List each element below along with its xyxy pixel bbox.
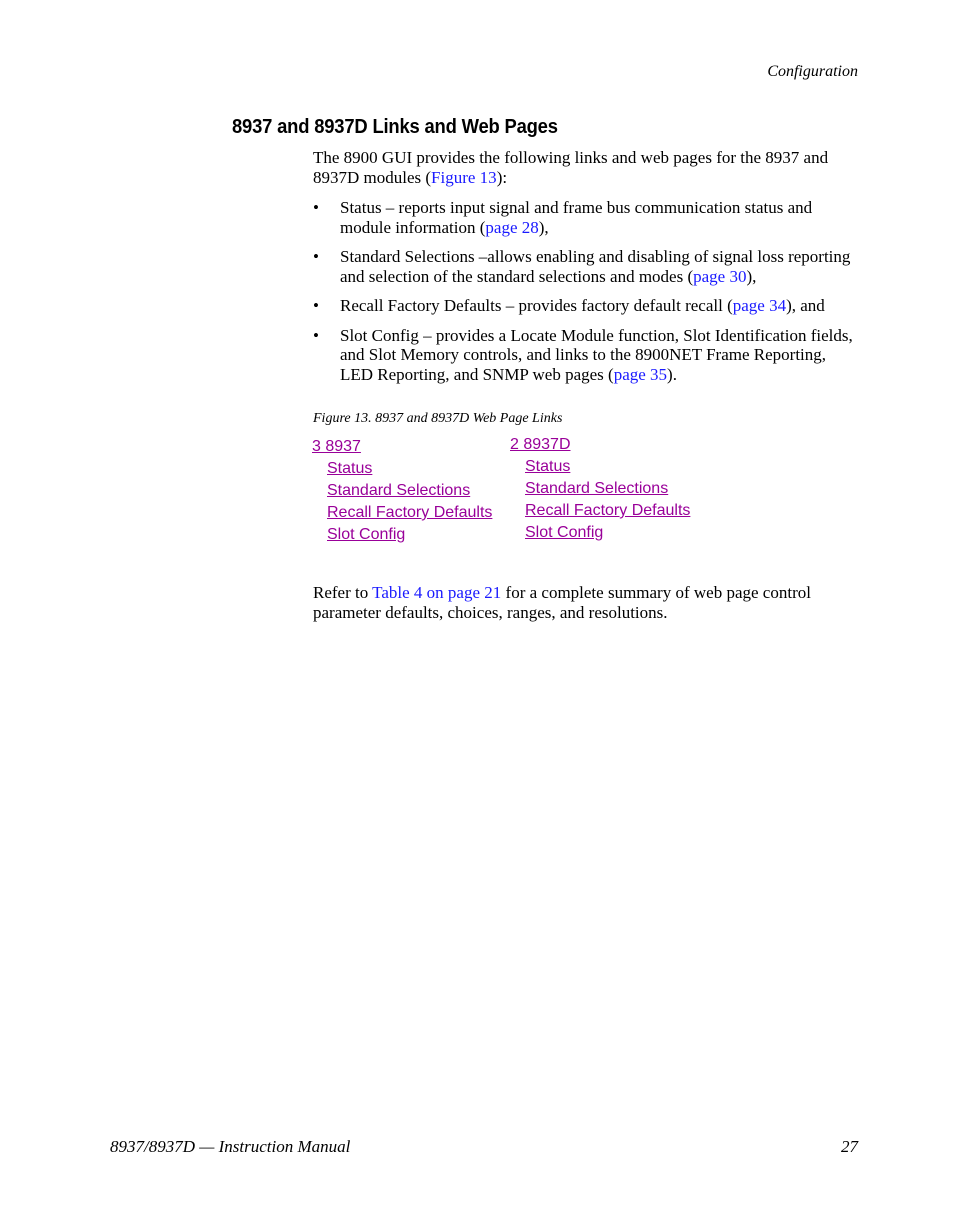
table-4-link[interactable]: Table 4 on page 21 (372, 583, 502, 602)
item-text-end: ). (667, 364, 677, 384)
module-8937-link[interactable]: 3 8937 (312, 438, 361, 455)
slot-config-link[interactable]: Slot Config (327, 526, 406, 543)
bullet-marker: • (313, 198, 319, 217)
page-number: 27 (841, 1137, 858, 1156)
page-35-link[interactable]: page 35 (613, 364, 668, 384)
slot-config-link[interactable]: Slot Config (525, 524, 604, 541)
figure-13-link[interactable]: Figure 13 (431, 167, 497, 187)
running-header: Configuration (767, 63, 858, 80)
list-item (313, 198, 861, 237)
item-text: Status – reports input signal and frame bus communication status and module information ( (340, 198, 813, 237)
item-text-end: ), and (786, 296, 825, 315)
standard-selections-link[interactable]: Standard Selections (525, 480, 669, 497)
intro-paragraph (313, 148, 861, 187)
item-text: Standard Selections –allows enabling and disabling of signal loss reporting and selection of the standard selections and modes ( (340, 247, 851, 286)
footer-manual-title: 8937/8937D — Instruction Manual (110, 1137, 351, 1156)
figure-caption: Figure 13. 8937 and 8937D Web Page Links (313, 411, 563, 426)
refer-text-end: for a complete summary of web page control parameter defaults, choices, ranges, and resolutions. (313, 583, 811, 622)
list-item (313, 296, 861, 316)
bullet-marker: • (313, 325, 319, 345)
page-30-link[interactable]: page 30 (693, 266, 747, 286)
list-item (313, 247, 861, 286)
item-text-end: ), (538, 217, 549, 237)
item-text-end: ), (746, 266, 757, 286)
status-link[interactable]: Status (327, 460, 373, 477)
module-8937d-links (510, 434, 690, 544)
module-8937d-link[interactable]: 2 8937D (510, 436, 571, 453)
item-text: Recall Factory Defaults – provides factory default recall ( (340, 296, 733, 315)
refer-text: Refer to (313, 583, 373, 602)
intro-text-end: ): (496, 167, 508, 187)
refer-paragraph (313, 583, 861, 622)
recall-factory-defaults-link[interactable]: Recall Factory Defaults (327, 504, 493, 521)
bullet-marker: • (313, 247, 319, 266)
intro-text: The 8900 GUI provides the following links and web pages for the 8937 and 8937D modules ( (313, 148, 829, 187)
section-title: 8937 and 8937D Links and Web Pages (232, 116, 558, 138)
page-34-link[interactable]: page 34 (732, 296, 787, 315)
feature-list (313, 198, 861, 394)
status-link[interactable]: Status (525, 458, 571, 475)
standard-selections-link[interactable]: Standard Selections (327, 482, 471, 499)
recall-factory-defaults-link[interactable]: Recall Factory Defaults (525, 502, 691, 519)
list-item (313, 326, 861, 385)
bullet-marker: • (313, 296, 319, 315)
item-text: Slot Config – provides a Locate Module function, Slot Identification fields, and Slot Memory controls, and links to the 8900NET Frame Reporting, LED Reporting, and SNMP web pages ( (340, 325, 853, 384)
page-28-link[interactable]: page 28 (485, 217, 539, 237)
module-8937-links (312, 436, 492, 546)
